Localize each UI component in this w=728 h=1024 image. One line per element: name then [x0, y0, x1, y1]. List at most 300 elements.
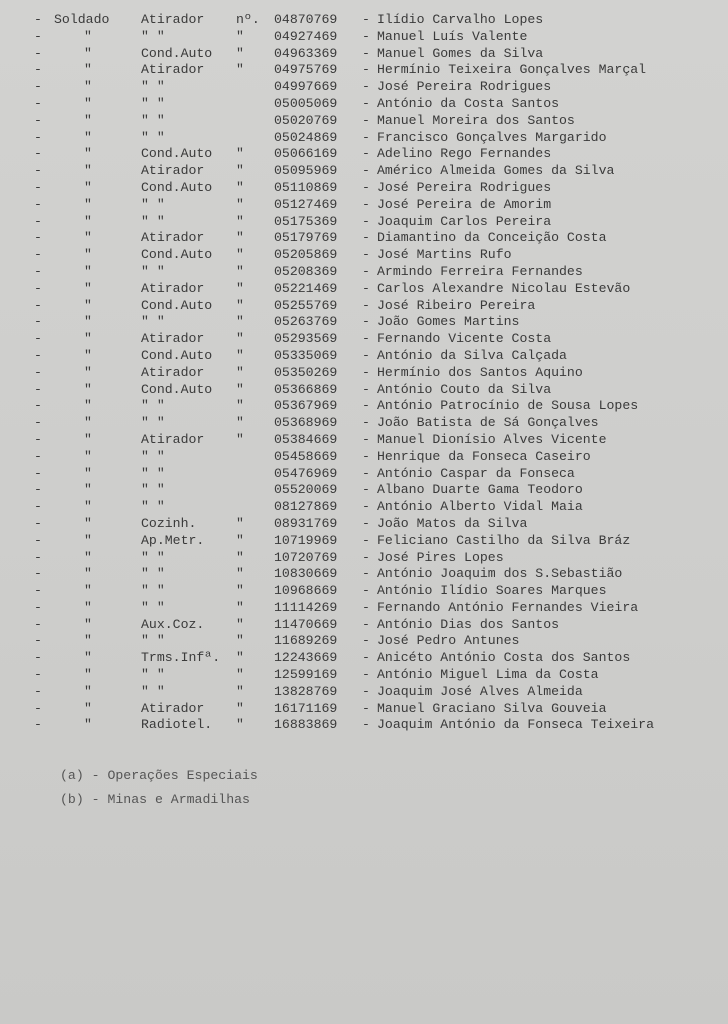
row-service-number: 12599169 [274, 667, 338, 683]
row-name: Henrique da Fonseca Caseiro [377, 448, 591, 464]
row-name: António da Costa Santos [377, 95, 560, 111]
row-role: " " [141, 683, 165, 699]
list-row [0, 365, 728, 382]
row-number-mark: " [236, 314, 244, 330]
row-dash: - [34, 381, 42, 397]
row-name: José Pedro Antunes [377, 633, 520, 649]
row-role: Cond.Auto [141, 247, 213, 263]
row-rank-ditto: " [84, 62, 92, 78]
row-service-number: 05110869 [274, 179, 338, 195]
row-rank-ditto: " [84, 415, 92, 431]
row-service-number: 04975769 [274, 62, 338, 78]
row-number-mark: " [236, 683, 244, 699]
row-name: Carlos Alexandre Nicolau Estevão [377, 280, 631, 296]
list-row [0, 29, 728, 46]
row-role: " " [141, 415, 165, 431]
row-service-number: 10830669 [274, 566, 338, 582]
row-name: José Pereira Rodrigues [377, 79, 552, 95]
personnel-list [0, 12, 728, 734]
row-dash: - [34, 448, 42, 464]
row-separator: - [362, 381, 370, 397]
row-service-number: 04870769 [274, 12, 338, 27]
row-rank-ditto: " [84, 280, 92, 296]
row-service-number: 05520069 [274, 482, 338, 498]
row-role: " " [141, 599, 165, 615]
list-row [0, 566, 728, 583]
row-dash: - [34, 465, 42, 481]
row-name: Manuel Luís Valente [377, 28, 528, 44]
row-separator: - [362, 667, 370, 683]
list-row [0, 717, 728, 734]
row-separator: - [362, 515, 370, 531]
row-service-number: 05255769 [274, 297, 338, 313]
row-role: " " [141, 465, 165, 481]
list-row [0, 398, 728, 415]
list-row [0, 130, 728, 147]
row-separator: - [362, 717, 370, 733]
list-row [0, 247, 728, 264]
row-service-number: 05367969 [274, 398, 338, 414]
row-dash: - [34, 12, 42, 27]
row-dash: - [34, 347, 42, 363]
row-separator: - [362, 700, 370, 716]
row-service-number: 16171169 [274, 700, 338, 716]
row-rank-ditto: " [84, 381, 92, 397]
row-name: Anicéto António Costa dos Santos [377, 650, 631, 666]
row-name: João Gomes Martins [377, 314, 520, 330]
row-rank-ditto: " [84, 667, 92, 683]
list-row [0, 633, 728, 650]
row-role: " " [141, 398, 165, 414]
row-rank-ditto: " [84, 616, 92, 632]
row-number-mark: " [236, 297, 244, 313]
list-row [0, 466, 728, 483]
list-row [0, 650, 728, 667]
row-name: Manuel Graciano Silva Gouveia [377, 700, 607, 716]
row-service-number: 05458669 [274, 448, 338, 464]
row-name: António Dias dos Santos [377, 616, 560, 632]
row-separator: - [362, 532, 370, 548]
row-rank-ditto: " [84, 297, 92, 313]
row-role: " " [141, 448, 165, 464]
row-dash: - [34, 599, 42, 615]
row-rank-ditto: " [84, 431, 92, 447]
row-rank-ditto: " [84, 532, 92, 548]
list-row [0, 314, 728, 331]
row-rank-ditto: " [84, 196, 92, 212]
row-number-mark: " [236, 633, 244, 649]
row-dash: - [34, 213, 42, 229]
row-service-number: 05179769 [274, 230, 338, 246]
row-service-number: 12243669 [274, 650, 338, 666]
row-rank-ditto: " [84, 314, 92, 330]
row-role: Atirador [141, 62, 205, 78]
row-dash: - [34, 331, 42, 347]
row-service-number: 10719969 [274, 532, 338, 548]
list-row [0, 449, 728, 466]
row-rank-ditto: " [84, 599, 92, 615]
row-name: António Ilídio Soares Marques [377, 583, 607, 599]
row-number-mark: " [236, 247, 244, 263]
row-rank-ditto: " [84, 129, 92, 145]
list-row [0, 684, 728, 701]
row-role: Aux.Coz. [141, 616, 205, 632]
row-service-number: 05263769 [274, 314, 338, 330]
row-name: José Ribeiro Pereira [377, 297, 536, 313]
row-dash: - [34, 314, 42, 330]
row-role: " " [141, 583, 165, 599]
row-name: Francisco Gonçalves Margarido [377, 129, 607, 145]
list-row [0, 96, 728, 113]
row-rank-ditto: " [84, 717, 92, 733]
row-role: Atirador [141, 230, 205, 246]
list-row [0, 415, 728, 432]
row-role: " " [141, 95, 165, 111]
row-role: " " [141, 112, 165, 128]
row-role: Atirador [141, 280, 205, 296]
row-role: " " [141, 633, 165, 649]
row-role: " " [141, 129, 165, 145]
row-dash: - [34, 112, 42, 128]
row-role: " " [141, 213, 165, 229]
row-dash: - [34, 247, 42, 263]
list-row [0, 331, 728, 348]
row-dash: - [34, 398, 42, 414]
row-dash: - [34, 583, 42, 599]
row-separator: - [362, 566, 370, 582]
row-name: José Pires Lopes [377, 549, 504, 565]
row-number-mark: " [236, 45, 244, 61]
row-rank-ditto: " [84, 28, 92, 44]
row-separator: - [362, 297, 370, 313]
row-role: Ap.Metr. [141, 532, 205, 548]
list-row [0, 482, 728, 499]
row-service-number: 05368969 [274, 415, 338, 431]
row-number-mark: " [236, 213, 244, 229]
row-name: Américo Almeida Gomes da Silva [377, 163, 615, 179]
row-separator: - [362, 314, 370, 330]
list-row [0, 12, 728, 29]
row-name: Armindo Ferreira Fernandes [377, 263, 583, 279]
list-row [0, 516, 728, 533]
row-separator: - [362, 465, 370, 481]
row-role: " " [141, 499, 165, 515]
list-row [0, 264, 728, 281]
list-row [0, 348, 728, 365]
row-separator: - [362, 28, 370, 44]
row-dash: - [34, 482, 42, 498]
row-separator: - [362, 499, 370, 515]
row-role: Atirador [141, 12, 205, 27]
row-number-mark: " [236, 398, 244, 414]
list-row [0, 533, 728, 550]
row-role: Cond.Auto [141, 146, 213, 162]
row-rank-ditto: " [84, 79, 92, 95]
list-row [0, 499, 728, 516]
row-dash: - [34, 163, 42, 179]
row-rank-ditto: " [84, 163, 92, 179]
row-dash: - [34, 415, 42, 431]
row-dash: - [34, 650, 42, 666]
row-separator: - [362, 482, 370, 498]
row-separator: - [362, 196, 370, 212]
row-service-number: 04927469 [274, 28, 338, 44]
row-role: " " [141, 667, 165, 683]
list-row [0, 180, 728, 197]
row-number-mark: " [236, 146, 244, 162]
row-service-number: 05293569 [274, 331, 338, 347]
row-name: Adelino Rego Fernandes [377, 146, 552, 162]
row-service-number: 13828769 [274, 683, 338, 699]
row-service-number: 10968669 [274, 583, 338, 599]
footnote-b: (b) - Minas e Armadilhas [60, 792, 250, 807]
row-service-number: 08127869 [274, 499, 338, 515]
row-name: António Alberto Vidal Maia [377, 499, 583, 515]
row-service-number: 05208369 [274, 263, 338, 279]
row-dash: - [34, 129, 42, 145]
row-separator: - [362, 650, 370, 666]
list-row [0, 701, 728, 718]
row-rank-ditto: " [84, 398, 92, 414]
row-separator: - [362, 364, 370, 380]
row-rank-ditto: " [84, 347, 92, 363]
row-service-number: 05350269 [274, 364, 338, 380]
row-separator: - [362, 263, 370, 279]
row-dash: - [34, 45, 42, 61]
list-row [0, 46, 728, 63]
row-dash: - [34, 230, 42, 246]
row-number-mark: " [236, 381, 244, 397]
row-service-number: 11470669 [274, 616, 338, 632]
row-rank-ditto: " [84, 213, 92, 229]
row-service-number: 16883869 [274, 717, 338, 733]
row-service-number: 05095969 [274, 163, 338, 179]
row-separator: - [362, 398, 370, 414]
row-dash: - [34, 263, 42, 279]
row-number-mark: " [236, 532, 244, 548]
row-name: Joaquim António da Fonseca Teixeira [377, 717, 654, 733]
row-separator: - [362, 347, 370, 363]
row-name: António Patrocínio de Sousa Lopes [377, 398, 639, 414]
row-role: Cond.Auto [141, 347, 213, 363]
row-role: Atirador [141, 364, 205, 380]
row-separator: - [362, 12, 370, 27]
row-name: Fernando Vicente Costa [377, 331, 552, 347]
row-dash: - [34, 95, 42, 111]
list-row [0, 62, 728, 79]
row-dash: - [34, 146, 42, 162]
row-separator: - [362, 79, 370, 95]
row-dash: - [34, 683, 42, 699]
row-dash: - [34, 280, 42, 296]
list-row [0, 600, 728, 617]
row-separator: - [362, 599, 370, 615]
row-name: Hermínio Teixeira Gonçalves Marçal [377, 62, 647, 78]
row-number-mark: " [236, 163, 244, 179]
list-row [0, 382, 728, 399]
list-row [0, 583, 728, 600]
row-service-number: 05366869 [274, 381, 338, 397]
row-dash: - [34, 79, 42, 95]
row-number-mark: " [236, 717, 244, 733]
row-service-number: 05020769 [274, 112, 338, 128]
row-role: Cozinh. [141, 515, 197, 531]
row-number-mark: nº. [236, 12, 260, 27]
row-role: Atirador [141, 163, 205, 179]
row-name: António Couto da Silva [377, 381, 552, 397]
row-rank-ditto: " [84, 700, 92, 716]
row-number-mark: " [236, 230, 244, 246]
row-number-mark: " [236, 667, 244, 683]
row-rank-ditto: " [84, 247, 92, 263]
row-dash: - [34, 364, 42, 380]
row-number-mark: " [236, 616, 244, 632]
row-dash: - [34, 499, 42, 515]
row-separator: - [362, 146, 370, 162]
row-name: Manuel Dionísio Alves Vicente [377, 431, 607, 447]
row-number-mark: " [236, 347, 244, 363]
row-name: Joaquim José Alves Almeida [377, 683, 583, 699]
row-separator: - [362, 448, 370, 464]
row-role: " " [141, 196, 165, 212]
row-dash: - [34, 196, 42, 212]
row-rank-ditto: " [84, 633, 92, 649]
row-dash: - [34, 532, 42, 548]
row-rank-ditto: " [84, 179, 92, 195]
row-name: Joaquim Carlos Pereira [377, 213, 552, 229]
list-row [0, 432, 728, 449]
row-dash: - [34, 566, 42, 582]
row-separator: - [362, 633, 370, 649]
row-service-number: 05024869 [274, 129, 338, 145]
row-name: António Miguel Lima da Costa [377, 667, 599, 683]
list-row [0, 146, 728, 163]
row-dash: - [34, 616, 42, 632]
row-name: Albano Duarte Gama Teodoro [377, 482, 583, 498]
footnotes [60, 764, 258, 812]
row-role: Trms.Infª. [141, 650, 221, 666]
row-service-number: 05005069 [274, 95, 338, 111]
row-service-number: 05384669 [274, 431, 338, 447]
row-dash: - [34, 28, 42, 44]
row-service-number: 11689269 [274, 633, 338, 649]
list-row [0, 281, 728, 298]
row-role: Cond.Auto [141, 45, 213, 61]
row-number-mark: " [236, 583, 244, 599]
row-number-mark: " [236, 331, 244, 347]
row-separator: - [362, 549, 370, 565]
row-dash: - [34, 431, 42, 447]
row-number-mark: " [236, 566, 244, 582]
row-separator: - [362, 616, 370, 632]
row-separator: - [362, 163, 370, 179]
row-role: " " [141, 549, 165, 565]
row-role: Atirador [141, 331, 205, 347]
row-rank-ditto: " [84, 583, 92, 599]
row-rank-ditto: " [84, 499, 92, 515]
row-number-mark: " [236, 364, 244, 380]
row-name: José Martins Rufo [377, 247, 512, 263]
row-separator: - [362, 230, 370, 246]
row-rank-ditto: " [84, 146, 92, 162]
row-name: Diamantino da Conceição Costa [377, 230, 607, 246]
row-separator: - [362, 431, 370, 447]
row-name: João Batista de Sá Gonçalves [377, 415, 599, 431]
row-number-mark: " [236, 700, 244, 716]
row-rank-ditto: " [84, 45, 92, 61]
row-separator: - [362, 213, 370, 229]
row-service-number: 05175369 [274, 213, 338, 229]
row-separator: - [362, 45, 370, 61]
row-separator: - [362, 112, 370, 128]
row-name: Hermínio dos Santos Aquino [377, 364, 583, 380]
row-dash: - [34, 700, 42, 716]
row-separator: - [362, 583, 370, 599]
row-dash: - [34, 62, 42, 78]
row-number-mark: " [236, 28, 244, 44]
row-rank-ditto: " [84, 95, 92, 111]
list-row [0, 197, 728, 214]
row-role: " " [141, 28, 165, 44]
row-number-mark: " [236, 599, 244, 615]
row-separator: - [362, 247, 370, 263]
row-number-mark: " [236, 280, 244, 296]
row-separator: - [362, 280, 370, 296]
row-dash: - [34, 515, 42, 531]
row-name: Manuel Gomes da Silva [377, 45, 544, 61]
row-role: " " [141, 79, 165, 95]
row-dash: - [34, 717, 42, 733]
row-dash: - [34, 633, 42, 649]
row-role: Cond.Auto [141, 297, 213, 313]
row-service-number: 05127469 [274, 196, 338, 212]
row-role: " " [141, 566, 165, 582]
row-role: Atirador [141, 700, 205, 716]
row-number-mark: " [236, 263, 244, 279]
row-number-mark: " [236, 62, 244, 78]
row-role: " " [141, 263, 165, 279]
list-row [0, 230, 728, 247]
row-separator: - [362, 95, 370, 111]
row-service-number: 05221469 [274, 280, 338, 296]
row-name: António Joaquim dos S.Sebastião [377, 566, 623, 582]
row-separator: - [362, 179, 370, 195]
row-service-number: 05066169 [274, 146, 338, 162]
row-role: Cond.Auto [141, 179, 213, 195]
row-service-number: 10720769 [274, 549, 338, 565]
row-number-mark: " [236, 549, 244, 565]
row-role: " " [141, 314, 165, 330]
list-row [0, 298, 728, 315]
row-name: Feliciano Castilho da Silva Bráz [377, 532, 631, 548]
row-dash: - [34, 667, 42, 683]
list-row [0, 113, 728, 130]
row-rank-ditto: " [84, 515, 92, 531]
row-service-number: 05476969 [274, 465, 338, 481]
row-rank: Soldado [54, 12, 110, 27]
row-role: Radiotel. [141, 717, 213, 733]
row-service-number: 04997669 [274, 79, 338, 95]
row-rank-ditto: " [84, 263, 92, 279]
row-separator: - [362, 331, 370, 347]
row-number-mark: " [236, 179, 244, 195]
row-name: António da Silva Calçada [377, 347, 567, 363]
row-name: José Pereira de Amorim [377, 196, 552, 212]
list-row [0, 214, 728, 231]
row-service-number: 11114269 [274, 599, 338, 615]
row-rank-ditto: " [84, 448, 92, 464]
row-service-number: 05205869 [274, 247, 338, 263]
